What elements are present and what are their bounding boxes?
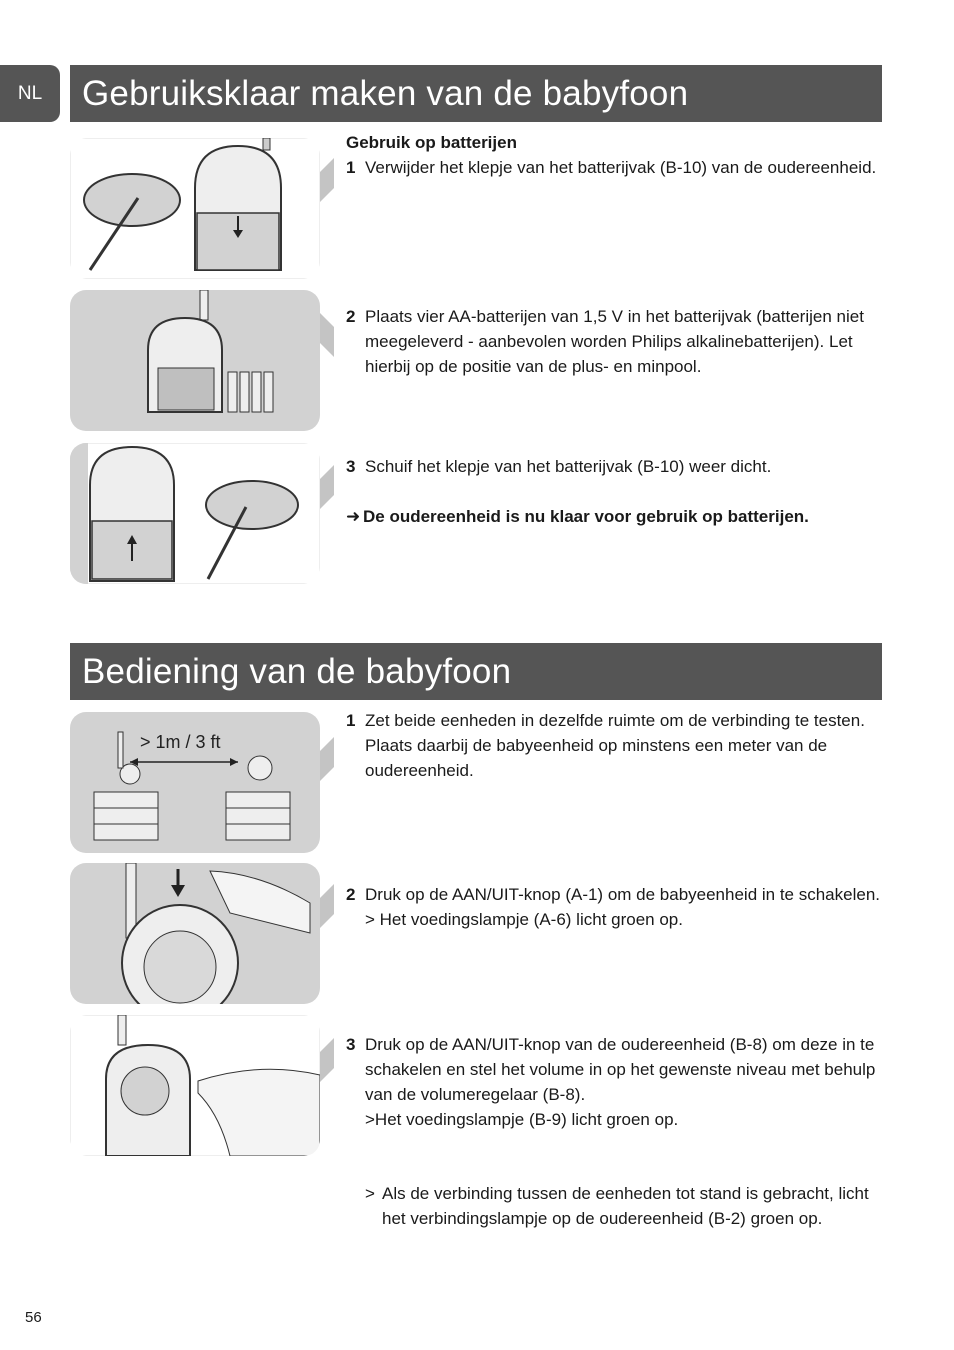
- subsection-title-batteries: Gebruik op batterijen: [346, 133, 517, 152]
- step-number: 1: [346, 158, 356, 177]
- section1-step1-block: [346, 130, 886, 180]
- figure-insert-batteries: [70, 290, 320, 431]
- page-number: 56: [25, 1309, 42, 1326]
- step-text: Druk op de AAN/UIT-knop van de oudereenheid (B-8) om deze in te schakelen en stel het volume in op het gewenste niveau met behulp van de volumeregelaar (B-8).: [365, 1035, 876, 1104]
- step-number: 3: [346, 1035, 356, 1054]
- step-number: 2: [346, 885, 356, 904]
- step-item: [346, 708, 886, 783]
- figure-baby-unit-power: [70, 863, 320, 1004]
- section2-step3-block: [346, 1032, 886, 1132]
- pointer-wedge: [320, 158, 334, 202]
- language-tab: NL: [0, 65, 60, 122]
- section1-step3-block: [346, 454, 886, 529]
- section1-step2-block: [346, 304, 886, 379]
- pointer-wedge: [320, 465, 334, 509]
- step-number: 2: [346, 307, 356, 326]
- connection-note: [365, 1181, 885, 1231]
- section2-step1-block: [346, 708, 886, 783]
- figure-remove-battery-cover: [70, 138, 320, 279]
- step-number: 1: [346, 711, 356, 730]
- step-item: [346, 882, 886, 907]
- note-item: [365, 1181, 885, 1231]
- figure-units-distance: [70, 712, 320, 853]
- step-text: Plaats vier AA-batterijen van 1,5 V in het batterijvak (batterijen niet meegeleverd - aanbevolen worden Philips alkalinebatterijen). Let hierbij op de positie van de plus- en minpool.: [365, 307, 864, 376]
- section-title-operation: Bediening van de babyfoon: [70, 643, 882, 700]
- pointer-wedge: [320, 313, 334, 357]
- step-item: [346, 155, 886, 180]
- note-text: Als de verbinding tussen de eenheden tot stand is gebracht, licht het verbindingslampje op de oudereenheid (B-2) groen op.: [382, 1184, 869, 1228]
- section-title-preparation: Gebruiksklaar maken van de babyfoon: [70, 65, 882, 122]
- arrow-right-icon: ➜: [346, 507, 361, 526]
- figure-close-battery-cover: [70, 443, 320, 584]
- figure-parent-unit-power: [70, 1015, 320, 1156]
- step-item: [346, 454, 886, 479]
- section2-step2-block: [346, 882, 886, 932]
- step-item: [346, 304, 886, 379]
- step-text: Verwijder het klepje van het batterijvak (B-10) van de oudereenheid.: [365, 158, 877, 177]
- result-text: De oudereenheid is nu klaar voor gebruik op batterijen.: [363, 507, 809, 526]
- step-text: Druk op de AAN/UIT-knop (A-1) om de babyeenheid in te schakelen.: [365, 885, 881, 904]
- note-marker: >: [365, 1184, 375, 1203]
- step-sub-text: > Het voedingslampje (A-6) licht groen op.: [365, 910, 683, 929]
- result-note: [346, 504, 886, 529]
- step-number: 3: [346, 457, 356, 476]
- distance-label: > 1m / 3 ft: [140, 732, 221, 752]
- pointer-wedge: [320, 884, 334, 928]
- pointer-wedge: [320, 1038, 334, 1082]
- step-text: Zet beide eenheden in dezelfde ruimte om de verbinding te testen. Plaats daarbij de babyeenheid op minstens een meter van de oudereenheid.: [365, 711, 865, 780]
- pointer-wedge: [320, 737, 334, 781]
- step-text: Schuif het klepje van het batterijvak (B-10) weer dicht.: [365, 457, 772, 476]
- step-sub-text: >Het voedingslampje (B-9) licht groen op.: [365, 1110, 679, 1129]
- step-item: [346, 1032, 886, 1107]
